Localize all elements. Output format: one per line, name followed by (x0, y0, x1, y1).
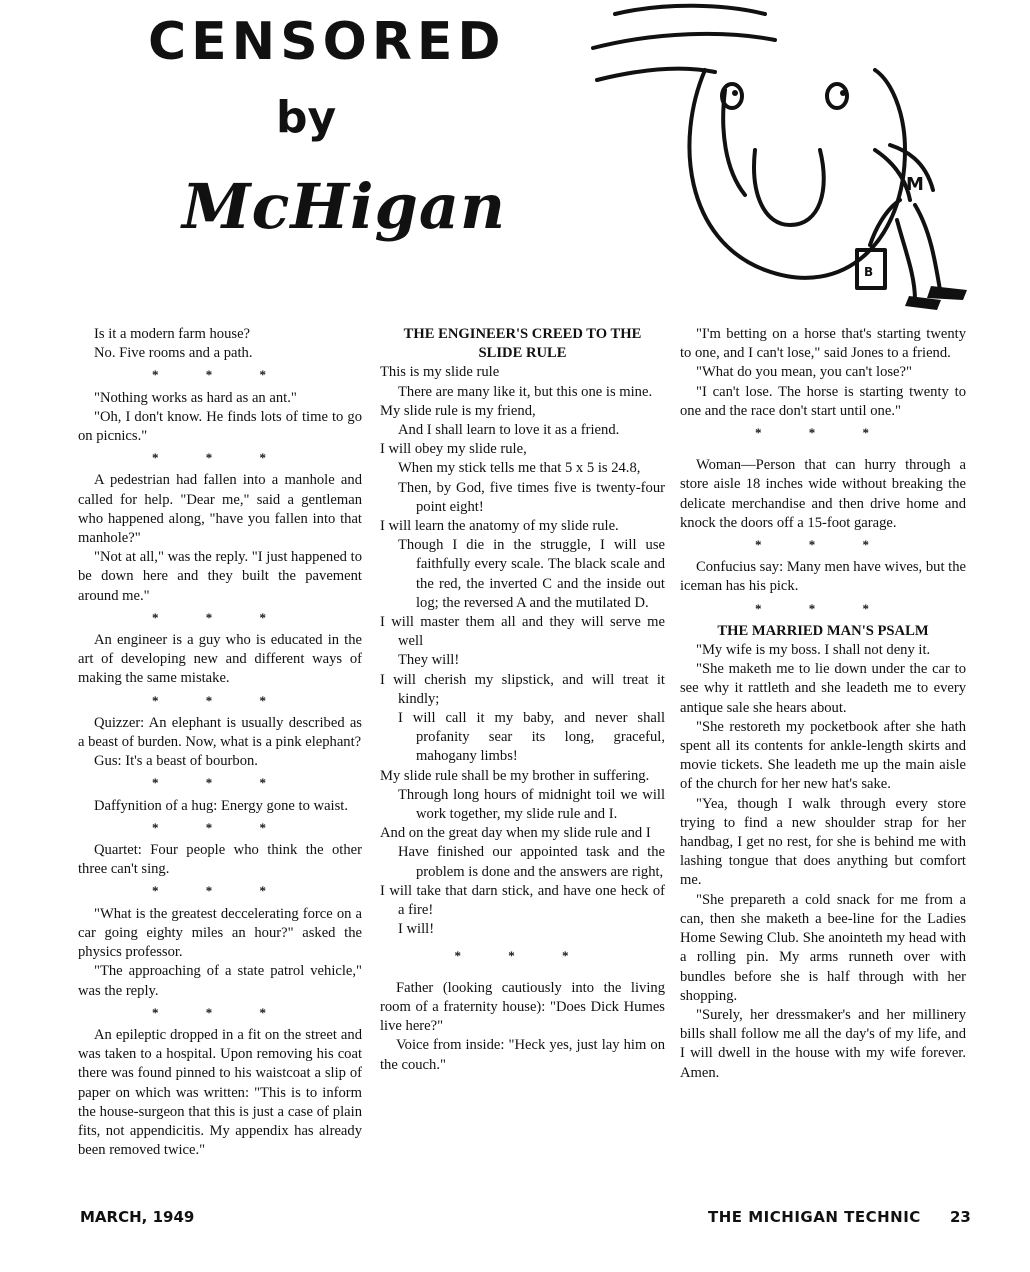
joke-text: Gus: It's a beast of bourbon. (94, 753, 258, 770)
joke-text: Father (looking cautiously into the living room of a fraternity house): "Does Dick Humes live here?" (380, 979, 665, 1035)
creed-line: I will take that darn stick, and have one heck of a fire! (380, 882, 665, 919)
joke-text: Quartet: Four people who think the other three can't sing. (78, 842, 362, 878)
footer-date: MARCH, 1949 (80, 1208, 195, 1226)
joke-text: "Nothing works as hard as an ant." (94, 389, 297, 406)
joke-text: No. Five rooms and a path. (94, 345, 253, 362)
bag-letter: B (864, 265, 874, 279)
creed-line: Through long hours of midnight toil we will work together, my slide rule and I. (398, 786, 665, 823)
badge-letter: M (906, 174, 924, 195)
separator: * * * (152, 609, 288, 625)
joke-text: A pedestrian had fallen into a manhole and called for help. "Dear me," said a gentleman who happened along, "have you fallen into that manhole?" (78, 472, 362, 547)
separator: * * * (152, 819, 288, 835)
psalm-verse: "Yea, though I walk through every store trying to find a new shoulder strap for her handbag, I get no rest, for she is behind me with lashing tongue that does anything but comfort me. (680, 795, 966, 889)
psalm-verse: "My wife is my boss. I shall not deny it. (696, 642, 931, 659)
footer-magazine: THE MICHIGAN TECHNIC (708, 1208, 921, 1226)
separator: * * * (152, 1004, 288, 1020)
creed-line: Then, by God, five times five is twenty-four point eight! (398, 479, 665, 515)
joke-text: Woman—Person that can hurry through a store aisle 18 inches wide without breaking the delicate merchandise and then drive home and knock the doors off a 15-foot garage. (680, 457, 966, 531)
psalm-verse: "She prepareth a cold snack for me from a can, then she maketh a bee-line for the Ladies Home Sewing Club. She anointeth my head with a rolling pin. My arms runneth over with bundles before she is half through with her shopping. (680, 891, 966, 1004)
joke-text: Quizzer: An elephant is usually described as a beast of burden. Now, what is a pink elephant? (78, 714, 362, 751)
joke-text: Confucius say: Many men have wives, but the iceman has his pick. (680, 559, 966, 595)
joke-text: An engineer is a guy who is educated in the art of developing new and different ways of making the same mistake. (78, 632, 362, 687)
creed-line: This is my slide rule (380, 364, 500, 381)
creed-line: I will call it my baby, and never shall profanity sear its long, graceful, mahogany limbs! (398, 710, 665, 765)
column-left (78, 325, 362, 1160)
title-by: by (276, 92, 337, 143)
psalm-verse: "She maketh me to lie down under the car to see why it rattleth and she leadeth me to every antique sale she hears about. (680, 661, 966, 716)
psalm-verse: "She restoreth my pocketbook after she hath spent all its contents for ankle-length skirts and movie tickets. She leadeth me up the main aisle of the church for her new hat's sake. (680, 718, 966, 793)
separator: * * * (454, 947, 591, 963)
page-title: CENSORED (148, 12, 506, 72)
psalm-verse: "Surely, her dressmaker's and her millinery bills shall follow me all the day's of my life, and I will dwell in the house with my wife forever. Amen. (680, 1006, 966, 1081)
creed-line: Though I die in the struggle, I will use faithfully every scale. The black scale and the red, the inverted C and the inside out log; the reversed A and the mutilated D. (398, 537, 665, 611)
creed-line: I will cherish my slipstick, and will treat it kindly; (380, 671, 665, 707)
joke-text: "Oh, I don't know. He finds lots of time to go on picnics." (78, 408, 362, 445)
psalm-title: THE MARRIED MAN'S PSALM (717, 622, 929, 639)
separator: * * * (152, 367, 288, 383)
column-middle (380, 325, 665, 1075)
creed-line: When my stick tells me that 5 x 5 is 24.8, (398, 460, 641, 477)
separator: * * * (152, 883, 288, 899)
creed-line: I will master them all and they will serve me well (380, 614, 665, 650)
separator: * * * (152, 775, 288, 791)
joke-text: "The approaching of a state patrol vehicle," was the reply. (78, 963, 362, 999)
joke-text: "I can't lose. The horse is starting twenty to one and the race don't start until one." (680, 383, 966, 419)
title-author: McHigan (182, 170, 507, 243)
joke-text: Voice from inside: "Heck yes, just lay him on the couch." (380, 1037, 665, 1073)
joke-text: "Not at all," was the reply. "I just happened to be down here and they built the pavement around me." (78, 549, 362, 604)
joke-text: "What do you mean, you can't lose?" (696, 364, 912, 381)
joke-text: "What is the greatest deccelerating force on a car going eighty miles an hour?" asked the physics professor. (78, 905, 362, 961)
creed-line: My slide rule is my friend, (380, 402, 536, 419)
creed-title: THE ENGINEER'S CREED TO THE SLIDE RULE (403, 326, 642, 362)
separator: * * * (755, 425, 891, 441)
creed-line: And on the great day when my slide rule and I (380, 825, 651, 842)
creed-line: I will! (398, 921, 435, 938)
separator: * * * (152, 450, 288, 466)
separator: * * * (152, 692, 288, 708)
creed-line: I will learn the anatomy of my slide rule. (380, 518, 619, 535)
page-number: 23 (950, 1208, 971, 1226)
creed-line: Have finished our appointed task and the problem is done and the answers are right, (398, 844, 665, 880)
joke-text: An epileptic dropped in a fit on the street and was taken to a hospital. Upon removing his coat there was found pinned to his waistcoat a slip of paper on which was written: "This is to inform the house-surgeon that this is just a case of plain fits, not appendicitis. My appendix has already been removed twice." (78, 1026, 362, 1159)
separator: * * * (755, 537, 891, 553)
column-right (680, 325, 966, 1083)
creed-line: They will! (398, 652, 460, 669)
creed-line: There are many like it, but this one is mine. (398, 383, 653, 400)
joke-text: "I'm betting on a horse that's starting twenty to one, and I can't lose," said Jones to a friend. (680, 326, 966, 362)
joke-text: Daffynition of a hug: Energy gone to waist. (94, 797, 348, 814)
separator: * * * (755, 600, 891, 616)
creed-line: My slide rule shall be my brother in suffering. (380, 767, 650, 784)
cartoon-illustration (575, 0, 995, 320)
shoe-right (927, 286, 967, 300)
creed-line: And I shall learn to love it as a friend. (398, 422, 620, 439)
creed-line: I will obey my slide rule, (380, 441, 527, 458)
joke-text: Is it a modern farm house? (94, 326, 251, 342)
